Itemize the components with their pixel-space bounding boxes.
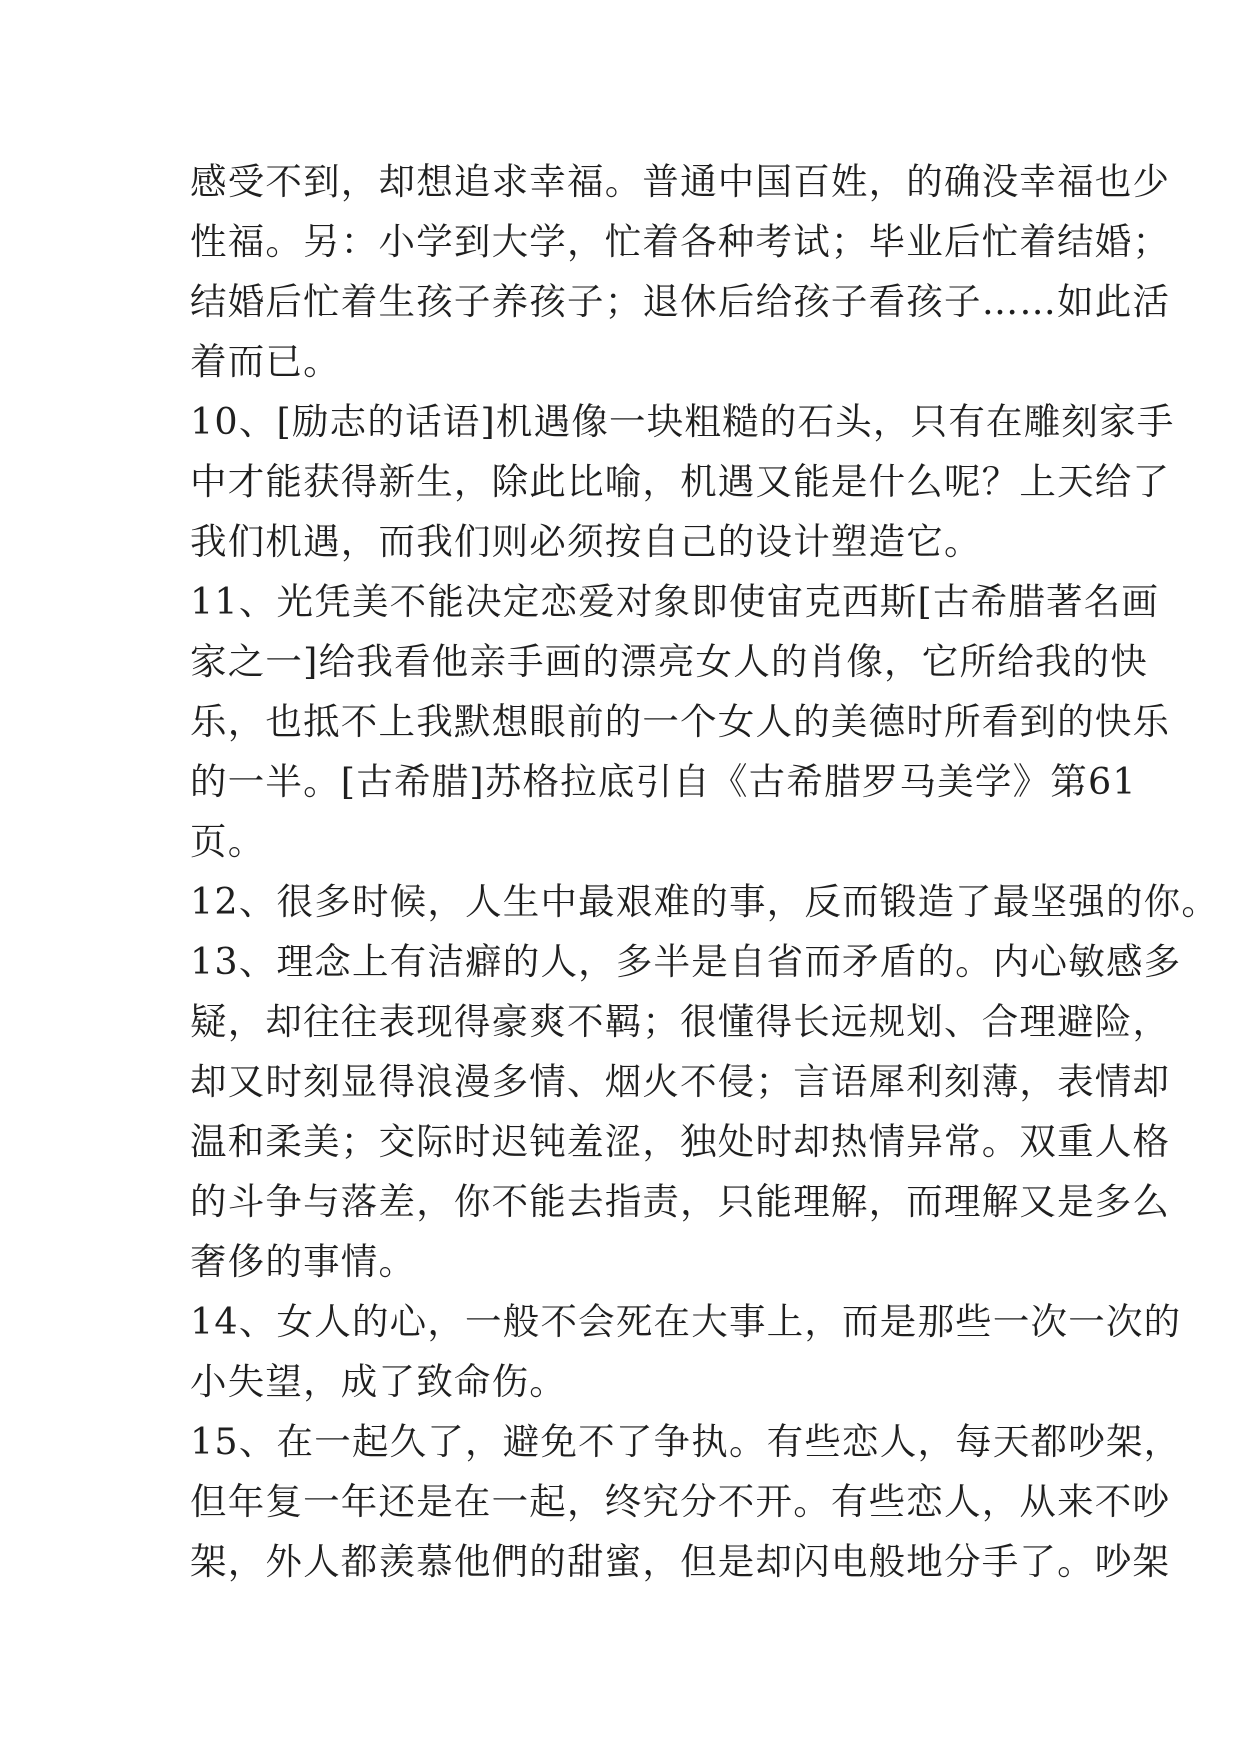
text-line: 14、女人的心，一般不会死在大事上，而是那些一次一次的 [190, 1300, 1182, 1343]
text-line: 感受不到，却想追求幸福。普通中国百姓，的确没幸福也少 [190, 160, 1171, 203]
text-line: 奢侈的事情。 [190, 1240, 417, 1283]
text-line: 温和柔美；交际时迟钝羞涩，独处时却热情异常。双重人格 [190, 1120, 1171, 1163]
body-text [190, 152, 1220, 1592]
text-line: 着而已。 [190, 340, 341, 383]
text-line: 页。 [190, 820, 266, 863]
text-line: 12、很多时候，人生中最艰难的事，反而锻造了最坚强的你。 [190, 880, 1220, 923]
text-line: 13、理念上有洁癖的人，多半是自省而矛盾的。内心敏感多 [190, 940, 1182, 983]
text-line: 却又时刻显得浪漫多情、烟火不侵；言语犀利刻薄，表情却 [190, 1060, 1171, 1103]
text-line: 疑，却往往表现得豪爽不羁；很懂得长远规划、合理避险， [190, 1000, 1171, 1043]
text-line: 性福。另：小学到大学，忙着各种考试；毕业后忙着结婚； [190, 220, 1171, 263]
text-line: 11、光凭美不能决定恋爱对象即使宙克西斯[古希腊著名画 [190, 580, 1160, 623]
text-line: 结婚后忙着生孩子养孩子；退休后给孩子看孩子……如此活 [190, 280, 1171, 323]
text-line: 的一半。[古希腊]苏格拉底引自《古希腊罗马美学》第61 [190, 760, 1137, 803]
text-line: 架，外人都羡慕他們的甜蜜，但是却闪电般地分手了。吵架 [190, 1540, 1171, 1583]
text-line: 10、[励志的话语]机遇像一块粗糙的石头，只有在雕刻家手 [190, 400, 1175, 443]
text-line: 乐，也抵不上我默想眼前的一个女人的美德时所看到的快乐 [190, 700, 1171, 743]
text-line: 的斗争与落差，你不能去指责，只能理解，而理解又是多么 [190, 1180, 1171, 1223]
text-line: 但年复一年还是在一起，终究分不开。有些恋人，从来不吵 [190, 1480, 1171, 1523]
text-line: 中才能获得新生，除此比喻，机遇又能是什么呢？上天给了 [190, 460, 1171, 503]
text-line: 我们机遇，而我们则必须按自己的设计塑造它。 [190, 520, 982, 563]
text-line: 15、在一起久了，避免不了争执。有些恋人，每天都吵架， [190, 1420, 1182, 1463]
text-line: 小失望，成了致命伤。 [190, 1360, 567, 1403]
text-line: 家之一]给我看他亲手画的漂亮女人的肖像，它所给我的快 [190, 640, 1148, 683]
